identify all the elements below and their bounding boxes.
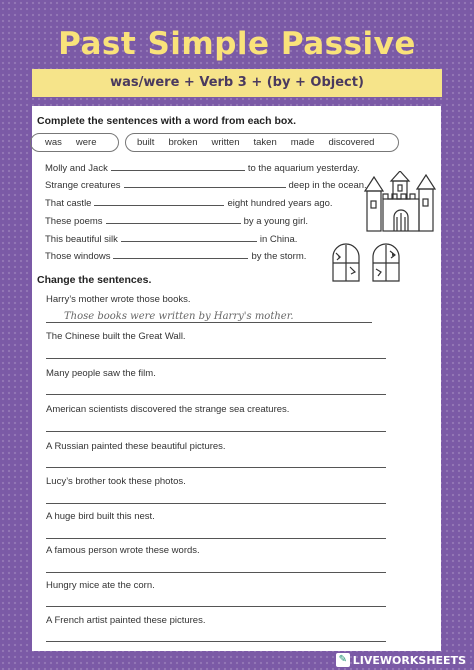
answer-line[interactable] [46, 606, 386, 607]
logo-icon: ✎ [336, 653, 350, 667]
liveworksheets-logo [336, 652, 466, 668]
change-sentence: A Russian painted these beautiful pictures. [46, 441, 226, 452]
part2-instruction: Change the sentences. [37, 274, 152, 286]
sentence-end: by a young girl. [243, 216, 308, 227]
answer-line[interactable] [46, 394, 386, 395]
auxiliary-word-box [30, 133, 119, 152]
box-word: discovered [328, 137, 375, 148]
sentence-end: deep in the ocean. [288, 180, 367, 191]
fill-sentence [45, 248, 306, 262]
formula-banner: was/were + Verb 3 + (by + Object) [32, 69, 442, 97]
answer-line[interactable] [46, 322, 372, 323]
answer-line[interactable] [46, 503, 386, 504]
answer-line[interactable] [46, 538, 386, 539]
answer-blank[interactable] [106, 222, 241, 224]
answer-blank[interactable] [121, 240, 257, 242]
change-sentence: Lucy’s brother took these photos. [46, 476, 186, 487]
box-word: made [290, 137, 315, 148]
sentence-start: Strange creatures [45, 180, 121, 191]
box-word: built [137, 137, 155, 148]
fill-sentence [45, 177, 367, 191]
change-sentence: A huge bird built this nest. [46, 511, 155, 522]
answer-blank[interactable] [113, 257, 248, 259]
change-sentence: Many people saw the film. [46, 368, 156, 379]
answer-blank[interactable] [111, 169, 245, 171]
change-sentence: A famous person wrote these words. [46, 545, 200, 556]
logo-text: LIVEWORKSHEETS [352, 653, 466, 667]
verb-word-box [125, 133, 399, 152]
page-title: Past Simple Passive [58, 26, 416, 62]
broken-windows-illustration [330, 243, 402, 283]
box-word: was [45, 137, 62, 148]
answer-line[interactable] [46, 572, 386, 573]
change-sentence: Hungry mice ate the corn. [46, 580, 155, 591]
sentence-start: That castle [45, 198, 92, 209]
fill-sentence [45, 195, 333, 209]
sentence-end: eight hundred years ago. [227, 198, 333, 209]
sentence-start: This beautiful silk [45, 234, 118, 245]
fill-sentence [45, 213, 308, 227]
sentence-start: Molly and Jack [45, 163, 108, 174]
answer-blank[interactable] [124, 186, 286, 188]
fill-sentence [45, 231, 297, 245]
answer-line[interactable] [46, 467, 386, 468]
sentence-start: These poems [45, 216, 103, 227]
change-sentence: Harry’s mother wrote those books. [46, 294, 191, 305]
box-word: written [211, 137, 240, 148]
sentence-end: in China. [259, 234, 298, 245]
castle-illustration [361, 171, 441, 233]
worksheet [32, 106, 441, 651]
answer-line[interactable] [46, 358, 386, 359]
change-sentence: A French artist painted these pictures. [46, 615, 206, 626]
box-word: were [75, 137, 97, 148]
answer-blank[interactable] [94, 204, 224, 206]
fill-sentence [45, 160, 360, 174]
sentence-end: to the aquarium yesterday. [247, 163, 360, 174]
sentence-end: by the storm. [251, 251, 307, 262]
part1-instruction: Complete the sentences with a word from each box. [37, 115, 297, 127]
box-word: taken [253, 137, 277, 148]
change-sentence: The Chinese built the Great Wall. [46, 331, 186, 342]
sentence-start: Those windows [45, 251, 111, 262]
answer-line[interactable] [46, 641, 386, 642]
answer-line[interactable] [46, 431, 386, 432]
change-sentence: American scientists discovered the strange sea creatures. [46, 404, 290, 415]
example-answer: Those books were written by Harry's mother. [64, 311, 294, 322]
box-word: broken [168, 137, 198, 148]
